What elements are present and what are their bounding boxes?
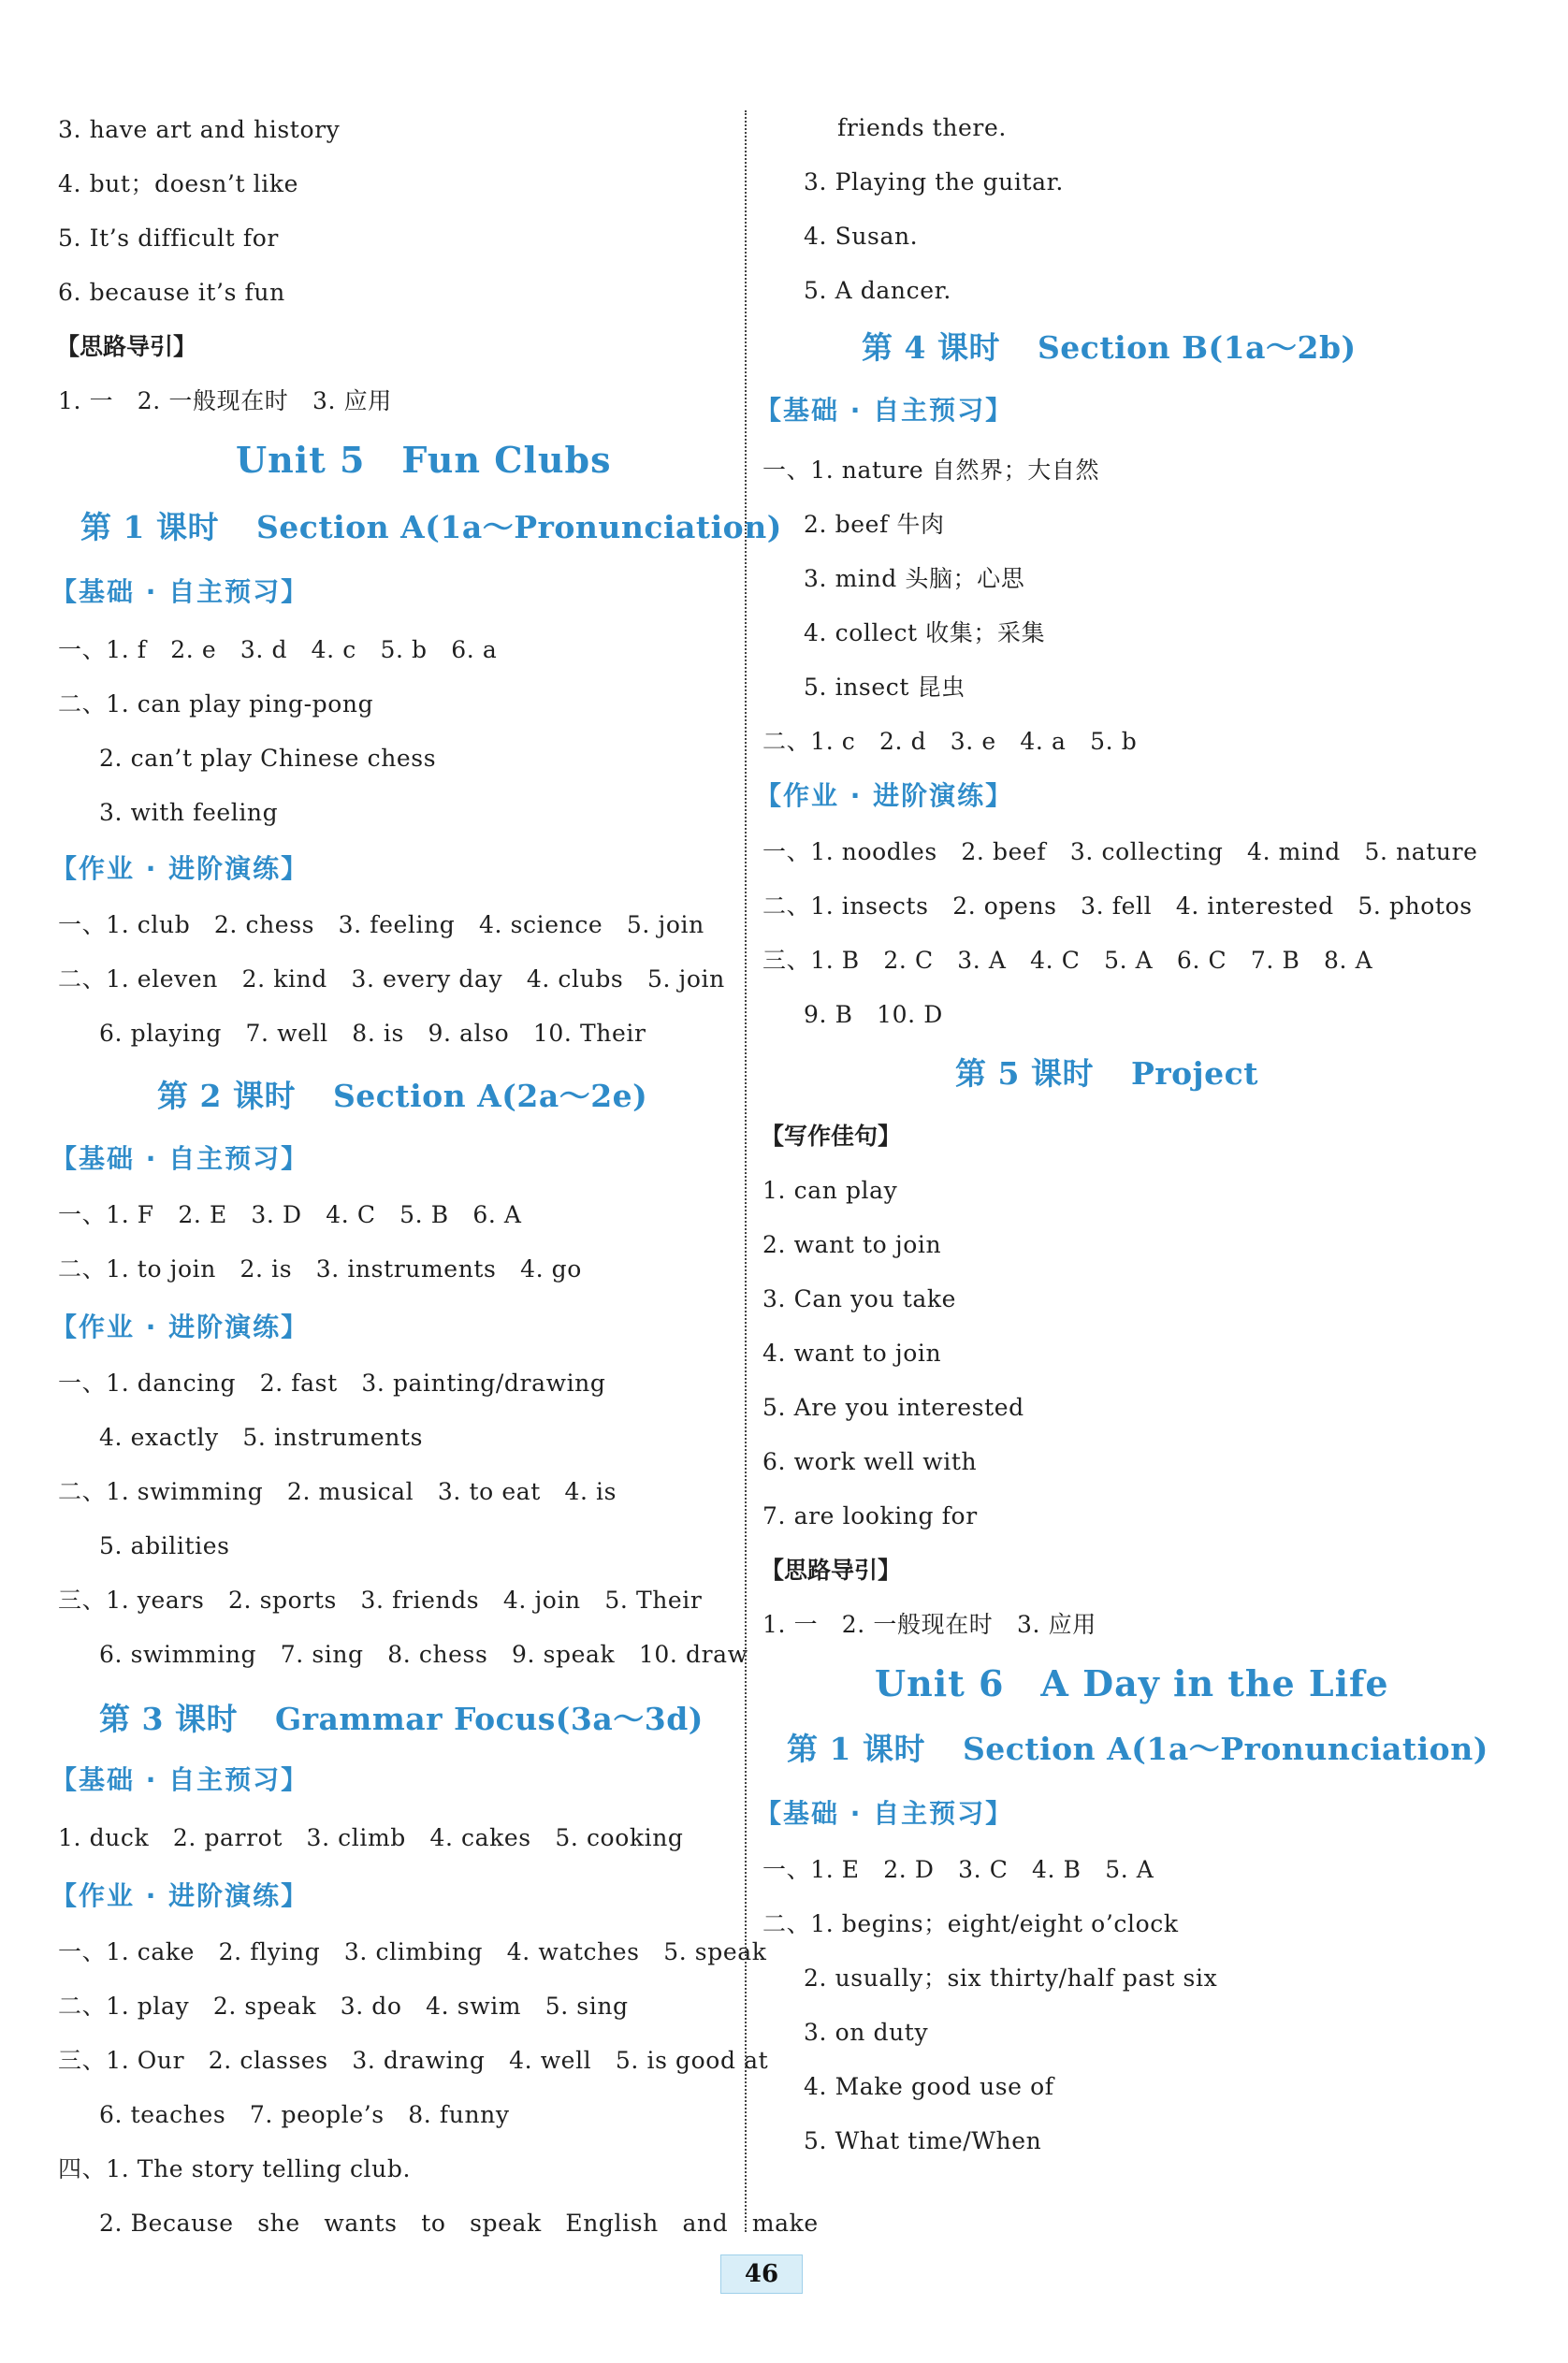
lesson-title: Section A(1a～Pronunciation) — [255, 509, 782, 545]
lesson-heading-u5-4 — [862, 329, 1357, 367]
answer-line: 2. can’t play Chinese chess — [99, 745, 437, 772]
answer-line: 5. It’s difficult for — [58, 225, 279, 252]
answer-line: 一、1. dancing 2. fast 3. painting/drawing — [58, 1370, 606, 1397]
lesson-title: Section B(1a～2b) — [1037, 329, 1357, 366]
lesson-heading-u5-3 — [99, 1701, 704, 1738]
section-tag-jichu: 【基础 · 自主预习】 — [51, 576, 310, 607]
answer-line: 三、1. Our 2. classes 3. drawing 4. well 5. is good at — [58, 2047, 769, 2074]
answer-line: 5. A dancer. — [804, 277, 951, 304]
answer-line: 2. want to join — [762, 1231, 942, 1258]
answer-line: 3. have art and history — [58, 116, 341, 143]
answer-line: 6. work well with — [762, 1448, 978, 1475]
lesson-number: 第 4 课时 — [862, 329, 1000, 366]
answer-line: 6. because it’s fun — [58, 279, 285, 306]
lesson-heading-u5-2 — [157, 1078, 647, 1115]
answer-line: 二、1. insects 2. opens 3. fell 4. interested 5. photos — [762, 892, 1473, 920]
section-tag-silu: 【思路导引】 — [56, 333, 197, 360]
answer-line: 3. with feeling — [99, 799, 279, 826]
answer-line: 6. playing 7. well 8. is 9. also 10. Their — [99, 1020, 646, 1047]
answer-line: 1. can play — [762, 1177, 898, 1204]
answer-line: 5. What time/When — [804, 2127, 1042, 2154]
lesson-number: 第 1 课时 — [787, 1731, 925, 1767]
answer-line: 2. beef 牛肉 — [804, 511, 945, 538]
answer-line: 9. B 10. D — [804, 1001, 943, 1028]
answer-line: 一、1. club 2. chess 3. feeling 4. science 5. join — [58, 911, 704, 938]
section-tag-zuoye: 【作业 · 进阶演练】 — [51, 853, 310, 884]
answer-line: 2. Because she wants to speak English and make — [99, 2210, 819, 2237]
answer-line: 一、1. E 2. D 3. C 4. B 5. A — [762, 1856, 1154, 1883]
section-tag-jichu: 【基础 · 自主预习】 — [51, 1143, 310, 1174]
lesson-title: Grammar Focus(3a～3d) — [274, 1701, 704, 1737]
answer-line: 7. are looking for — [762, 1502, 978, 1529]
lesson-number: 第 5 课时 — [955, 1055, 1094, 1092]
lesson-heading-u5-5 — [955, 1055, 1258, 1093]
section-tag-zuoye: 【作业 · 进阶演练】 — [755, 780, 1014, 811]
unit-6-heading: Unit 6 A Day in the Life — [875, 1662, 1389, 1704]
answer-line: 1. 一 2. 一般现在时 3. 应用 — [58, 387, 392, 414]
answer-line: 4. but；doesn’t like — [58, 170, 299, 197]
answer-line: 1. 一 2. 一般现在时 3. 应用 — [762, 1611, 1096, 1638]
answer-line: 4. collect 收集；采集 — [804, 619, 1046, 646]
answer-line: 5. abilities — [99, 1532, 230, 1559]
answer-line: 一、1. cake 2. flying 3. climbing 4. watches 5. speak — [58, 1938, 767, 1965]
answer-line: 二、1. swimming 2. musical 3. to eat 4. is — [58, 1478, 617, 1505]
answer-line: 一、1. nature 自然界；大自然 — [762, 457, 1100, 484]
lesson-number: 第 3 课时 — [99, 1701, 238, 1737]
answer-line: 4. want to join — [762, 1340, 942, 1367]
lesson-heading-u6-1 — [787, 1731, 1488, 1768]
section-tag-jichu: 【基础 · 自主预习】 — [755, 1798, 1014, 1829]
answer-line: 6. teaches 7. people’s 8. funny — [99, 2101, 510, 2128]
answer-line: 二、1. play 2. speak 3. do 4. swim 5. sing — [58, 1993, 629, 2020]
unit-5-heading: Unit 5 Fun Clubs — [236, 439, 612, 481]
lesson-title: Section A(1a～Pronunciation) — [962, 1731, 1488, 1767]
page-number: 46 — [720, 2254, 803, 2294]
answer-line: 四、1. The story telling club. — [58, 2155, 411, 2182]
answer-line: 4. Susan. — [804, 223, 919, 250]
answer-line: 6. swimming 7. sing 8. chess 9. speak 10. draw — [99, 1641, 748, 1668]
answer-line: 二、1. c 2. d 3. e 4. a 5. b — [762, 728, 1138, 755]
answer-line: 一、1. f 2. e 3. d 4. c 5. b 6. a — [58, 636, 498, 663]
answer-line: 3. Can you take — [762, 1285, 956, 1312]
section-tag-xiezuo: 【写作佳句】 — [761, 1123, 902, 1150]
column-divider — [745, 110, 747, 2232]
section-tag-jichu: 【基础 · 自主预习】 — [51, 1764, 310, 1795]
answer-line: 3. on duty — [804, 2019, 929, 2046]
answer-line: 4. Make good use of — [804, 2073, 1054, 2100]
lesson-title: Project — [1130, 1055, 1258, 1092]
section-tag-zuoye: 【作业 · 进阶演练】 — [51, 1880, 310, 1911]
answer-line: 5. insect 昆虫 — [804, 674, 965, 701]
answer-line: 三、1. years 2. sports 3. friends 4. join 5. Their — [58, 1587, 703, 1614]
answer-line: 3. Playing the guitar. — [804, 168, 1064, 196]
lesson-number: 第 2 课时 — [157, 1078, 296, 1114]
answer-line: 1. duck 2. parrot 3. climb 4. cakes 5. cooking — [58, 1824, 684, 1851]
answer-line: 一、1. noodles 2. beef 3. collecting 4. mind 5. nature — [762, 838, 1478, 865]
answer-line: 二、1. to join 2. is 3. instruments 4. go — [58, 1255, 582, 1283]
answer-line: 二、1. can play ping-pong — [58, 690, 374, 718]
lesson-heading-u5-1 — [80, 509, 782, 546]
answer-line: 二、1. begins；eight/eight o’clock — [762, 1910, 1179, 1937]
lesson-number: 第 1 课时 — [80, 509, 219, 545]
answer-line: 一、1. F 2. E 3. D 4. C 5. B 6. A — [58, 1201, 522, 1228]
answer-line: friends there. — [837, 114, 1007, 141]
answer-line: 2. usually；six thirty/half past six — [804, 1964, 1218, 1992]
section-tag-zuoye: 【作业 · 进阶演练】 — [51, 1312, 310, 1342]
section-tag-silu: 【思路导引】 — [761, 1557, 902, 1584]
lesson-title: Section A(2a～2e) — [332, 1078, 648, 1114]
answer-line: 二、1. eleven 2. kind 3. every day 4. clubs 5. join — [58, 965, 725, 993]
answer-line: 3. mind 头脑；心思 — [804, 565, 1025, 592]
answer-line: 5. Are you interested — [762, 1394, 1024, 1421]
section-tag-jichu: 【基础 · 自主预习】 — [755, 395, 1014, 426]
answer-line: 4. exactly 5. instruments — [99, 1424, 424, 1451]
answer-line: 三、1. B 2. C 3. A 4. C 5. A 6. C 7. B 8. A — [762, 947, 1373, 974]
